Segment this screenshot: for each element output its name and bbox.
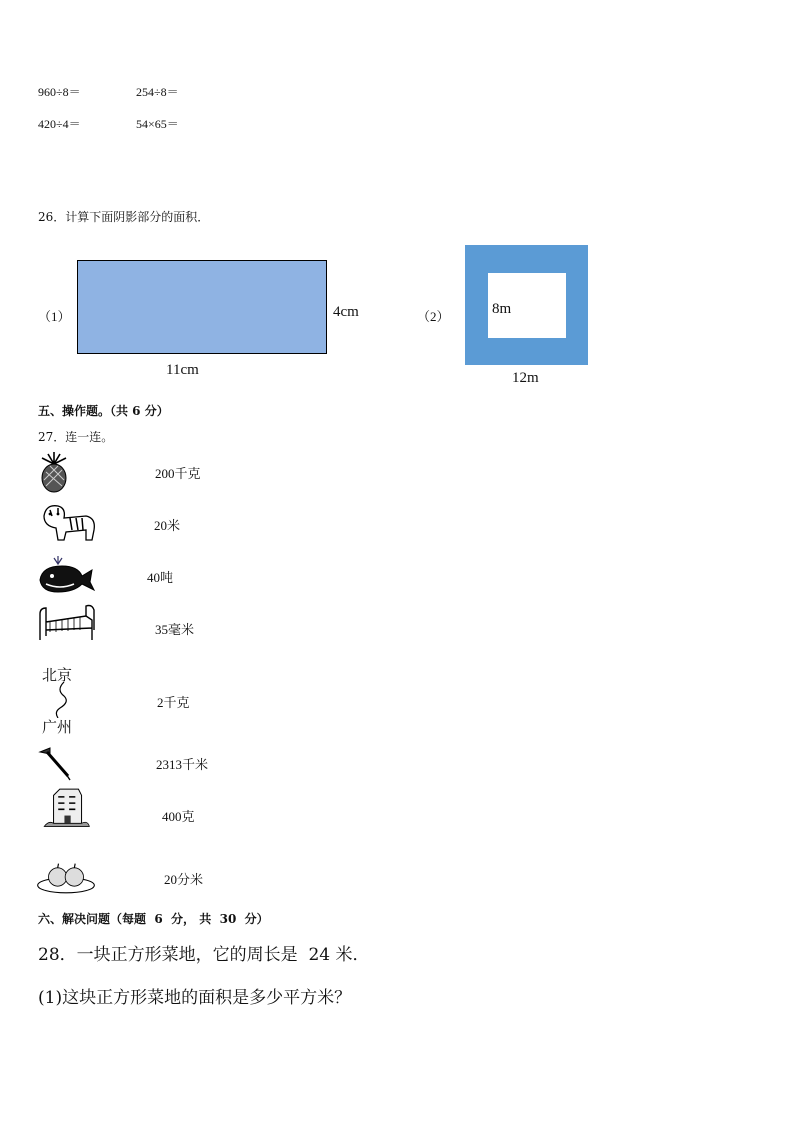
map-route-icon: [42, 664, 86, 736]
inner-square-label: 8m: [492, 301, 512, 317]
outer-square-label: 12m: [512, 370, 539, 386]
map-label-beijing: 北京: [42, 666, 73, 684]
question-27: 27．连一连。: [38, 430, 114, 444]
tiger-icon: [36, 500, 96, 542]
building-icon: [36, 786, 96, 828]
figure-1-label: （1）: [38, 309, 71, 324]
map-label-guangzhou: 广州: [42, 718, 73, 736]
option-2[interactable]: 20米: [154, 518, 181, 533]
shaded-rectangle: [77, 260, 327, 354]
option-6[interactable]: 2313千米: [156, 757, 209, 772]
figure-2-label: （2）: [417, 309, 450, 324]
pineapple-icon: [36, 452, 96, 494]
apples-icon: [36, 856, 96, 898]
calc-item: 960÷8＝: [38, 85, 81, 99]
option-3[interactable]: 40吨: [147, 570, 174, 585]
section-6-heading: 六、解决问题（每题 6 分， 共 30 分）: [38, 912, 269, 926]
rect-height-label: 4cm: [333, 304, 359, 320]
calc-item: 254÷8＝: [136, 85, 179, 99]
calc-item: 420÷4＝: [38, 117, 81, 131]
option-5[interactable]: 2千克: [157, 695, 190, 710]
whale-icon: [36, 554, 96, 596]
bed-icon: [36, 600, 96, 642]
option-7[interactable]: 400克: [162, 809, 195, 824]
question-26: 26．计算下面阴影部分的面积．: [38, 210, 210, 224]
question-28-part-1: (1)这块正方形菜地的面积是多少平方米？: [38, 988, 352, 1008]
question-28: 28．一块正方形菜地，它的周长是 24 米．: [38, 945, 370, 965]
option-8[interactable]: 20分米: [164, 872, 204, 887]
route-line: [46, 682, 76, 718]
nail-icon: [36, 744, 96, 786]
rect-width-label: 11cm: [166, 362, 199, 378]
calc-item: 54×65＝: [136, 117, 179, 131]
section-5-heading: 五、操作题。（共 6 分）: [38, 404, 169, 418]
option-1[interactable]: 200千克: [155, 466, 201, 481]
option-4[interactable]: 35毫米: [155, 622, 195, 637]
